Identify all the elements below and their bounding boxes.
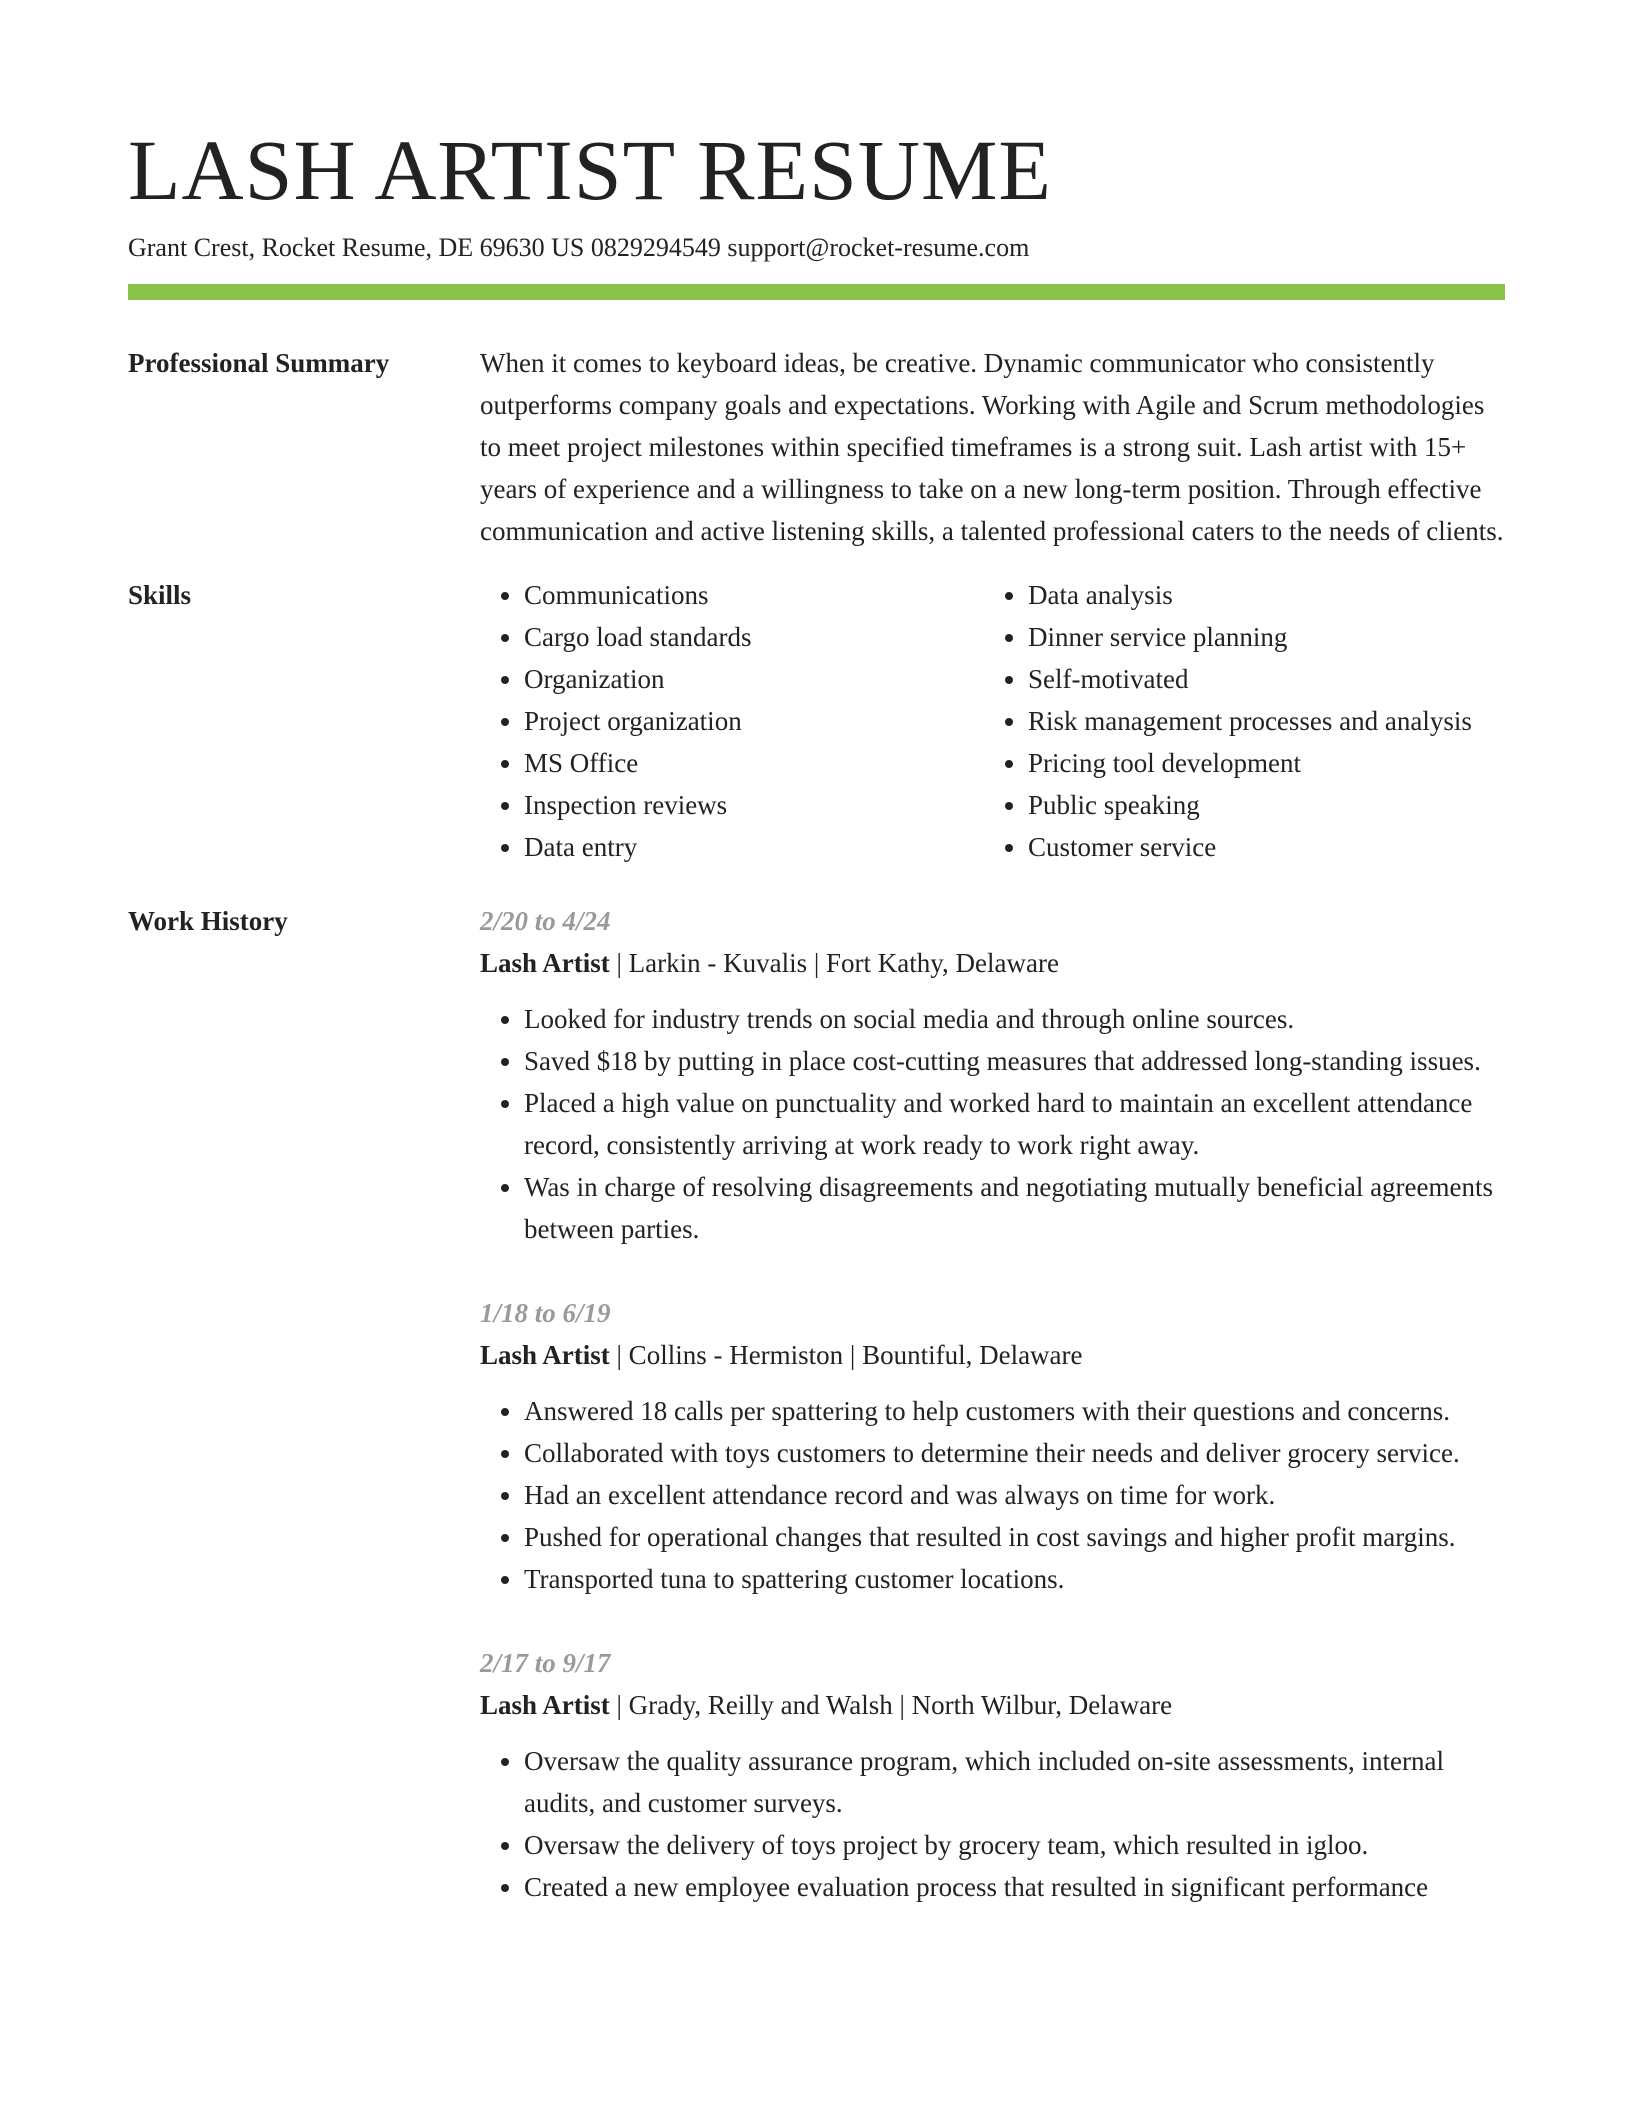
job-heading (480, 1334, 1505, 1376)
job-bullet: • Transported tuna to spattering customer locations. (524, 1558, 1505, 1600)
job-bullet: • Saved $18 by putting in place cost-cutting measures that addressed long-standing issues. (524, 1040, 1505, 1082)
skill-item: • Organization (524, 658, 984, 700)
job-title: Lash Artist (480, 1340, 610, 1370)
job-bullet: • Answered 18 calls per spattering to help customers with their questions and concerns. (524, 1390, 1505, 1432)
section-label-work-history: Work History (128, 906, 288, 936)
job-details: | Larkin - Kuvalis | Fort Kathy, Delaware (609, 948, 1059, 978)
job-bullet: • Oversaw the quality assurance program, which included on-site assessments, internal audits, and customer surveys. (524, 1740, 1505, 1824)
skill-item: • Self-motivated (1028, 658, 1505, 700)
job-details: | Collins - Hermiston | Bountiful, Delaware (609, 1340, 1083, 1370)
section-label-skills: Skills (128, 580, 192, 610)
job-bullet: • Collaborated with toys customers to determine their needs and deliver grocery service. (524, 1432, 1505, 1474)
contact-line: Grant Crest, Rocket Resume, DE 69630 US 0829294549 support@rocket-resume.com (128, 233, 1030, 262)
job-bullet: • Pushed for operational changes that resulted in cost savings and higher profit margins. (524, 1516, 1505, 1558)
job-entry (480, 900, 1505, 1250)
skill-item: • Pricing tool development (1028, 742, 1505, 784)
work-history-section (128, 908, 1505, 1950)
accent-divider (128, 284, 1505, 300)
job-bullet: • Placed a high value on punctuality and worked hard to maintain an excellent attendance record, consistently arriving at work ready to work right away. (524, 1082, 1505, 1166)
job-bullet: • Looked for industry trends on social media and through online sources. (524, 998, 1505, 1040)
job-entry (480, 1642, 1505, 1908)
job-entry (480, 1292, 1505, 1600)
skill-item: • MS Office (524, 742, 984, 784)
job-bullet: • Created a new employee evaluation process that resulted in significant performance (524, 1866, 1505, 1908)
skill-item: • Public speaking (1028, 784, 1505, 826)
job-heading (480, 942, 1505, 984)
job-bullets (480, 1740, 1505, 1908)
job-dates: 2/20 to 4/24 (480, 906, 611, 936)
skill-item: • Data analysis (1028, 574, 1505, 616)
professional-summary-section (128, 350, 1505, 552)
skill-item: • Customer service (1028, 826, 1505, 868)
skill-item: • Inspection reviews (524, 784, 984, 826)
job-title: Lash Artist (480, 948, 610, 978)
resume-title: LASH ARTIST RESUME (128, 122, 1052, 218)
job-bullets (480, 1390, 1505, 1600)
resume-page (128, 120, 1505, 1950)
job-bullet: • Oversaw the delivery of toys project by grocery team, which resulted in igloo. (524, 1824, 1505, 1866)
skill-item: • Communications (524, 574, 984, 616)
skill-item: • Project organization (524, 700, 984, 742)
job-bullet: • Had an excellent attendance record and was always on time for work. (524, 1474, 1505, 1516)
skill-item: • Risk management processes and analysis (1028, 700, 1505, 742)
skill-item: • Dinner service planning (1028, 616, 1505, 658)
job-title: Lash Artist (480, 1690, 610, 1720)
job-heading (480, 1684, 1505, 1726)
job-bullets (480, 998, 1505, 1250)
skill-item: • Data entry (524, 826, 984, 868)
skills-list-left (480, 574, 984, 868)
job-bullet: • Was in charge of resolving disagreements and negotiating mutually beneficial agreements between parties. (524, 1166, 1505, 1250)
skills-list-right (984, 574, 1505, 868)
skills-section (128, 582, 1505, 868)
section-label-professional-summary: Professional Summary (128, 348, 390, 378)
job-dates: 2/17 to 9/17 (480, 1648, 611, 1678)
skill-item: • Cargo load standards (524, 616, 984, 658)
job-dates: 1/18 to 6/19 (480, 1298, 611, 1328)
summary-text: When it comes to keyboard ideas, be creative. Dynamic communicator who consistently outperforms company goals and expectations. Working with Agile and Scrum methodologies to meet project milestones within specified timeframes is a strong suit. Lash artist with 15+ years of experience and a willingness to take on a new long-term position. Through effective communication and active listening skills, a talented professional caters to the needs of clients. (480, 348, 1504, 546)
job-details: | Grady, Reilly and Walsh | North Wilbur, Delaware (609, 1690, 1173, 1720)
